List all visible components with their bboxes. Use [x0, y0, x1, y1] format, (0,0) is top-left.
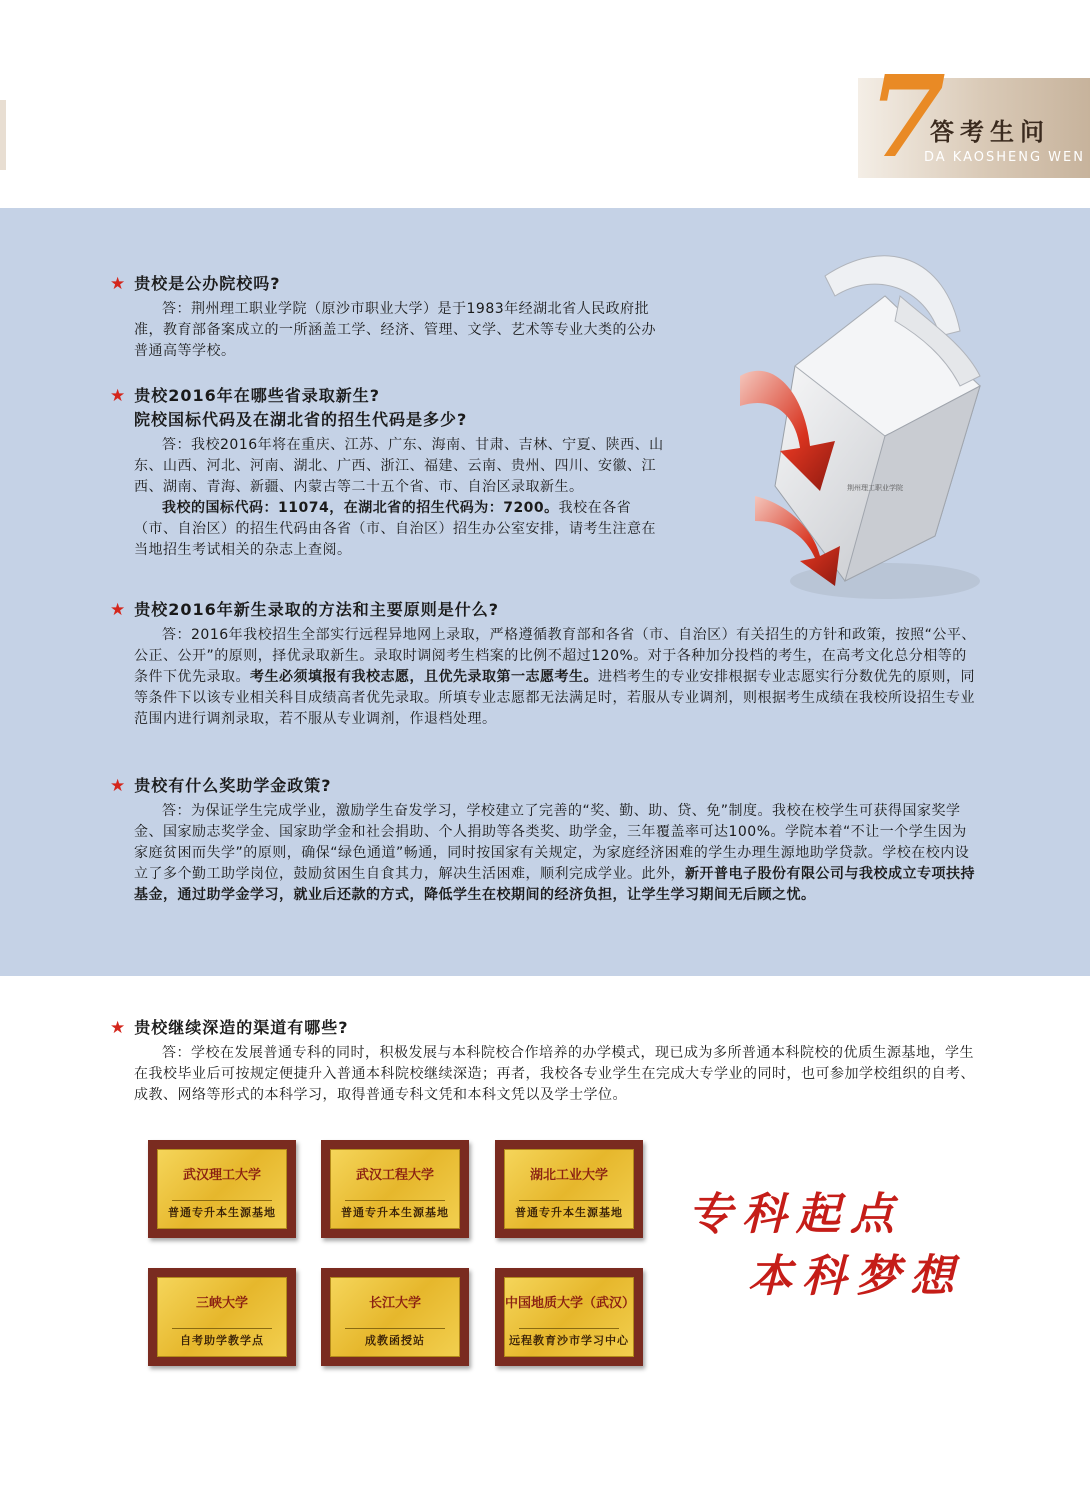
- answer-text: 答：学校在发展普通专科的同时，积极发展与本科院校合作培养的办学模式，现已成为多所普通本科院校的优质生源基地，学生在我校毕业后可按规定便捷升入普通本科院校继续深造；再者，我校各专业学生在完成大专学业的同时，也可参加学校组织的自考、成教、网络等形式的本科学习，取得普通专科文凭和本科文凭以及学士学位。: [134, 1045, 975, 1103]
- answer-codes-bold: 我校的国标代码：11074，在湖北省的招生代码为：7200。: [162, 500, 559, 516]
- plaque-logo: 长江大学: [368, 1296, 421, 1311]
- answer-codes: [134, 498, 670, 561]
- answer-text: 答：我校2016年将在重庆、江苏、广东、海南、甘肃、吉林、宁夏、陕西、山东、山西、河北、河南、湖北、广西、浙江、福建、云南、贵州、四川、安徽、江西、湖南、青海、新疆、内蒙古等二十五个省、市、自治区录取新生。: [134, 437, 664, 495]
- plaque-logo: 湖北工业大学: [529, 1168, 608, 1183]
- question-title: 贵校是公办院校吗?: [134, 274, 281, 293]
- answer-text: 答：荆州理工职业学院（原沙市职业大学）是于1983年经湖北省人民政府批准，教育部备案成立的一所涵盖工学、经济、管理、文学、艺术等专业大类的公办普通高等学校。: [134, 301, 656, 359]
- question-title: 贵校2016年新生录取的方法和主要原则是什么?: [134, 600, 500, 619]
- plaque-yangtze: [321, 1268, 469, 1366]
- answer-part-a: 答：为保证学生完成学业，激励学生奋发学习，学校建立了完善的“奖、勤、助、贷、免”制度。我校在校学生可获得国家奖学金、国家励志奖学金、国家助学金和社会捐助、个人捐助等各类奖、助学金，三年覆盖率可达100%。学院本着“不让一个学生因为家庭贫困而失学”的原则，确保“绿色通道”畅通，同时按国家有关规定，为家庭经济困难的学生办理生源地助学贷款。学校在校内设立了多个勤工助学岗位，鼓励贫困生自食其力，解决生活困难，顺利完成学业。此外，: [134, 803, 970, 882]
- cube-arrows-illustration: [735, 236, 985, 616]
- plaque-wit: [321, 1140, 469, 1238]
- chapter-title: 答考生问: [930, 118, 1050, 146]
- plaque-caption: 成教函授站: [365, 1334, 425, 1347]
- answer-text: [134, 801, 980, 906]
- question-subtitle: 院校国标代码及在湖北省的招生代码是多少?: [134, 410, 468, 429]
- star-icon: ★: [110, 776, 127, 796]
- faq-further-study: [110, 1016, 980, 1106]
- answer-bold: 考生必须填报有我校志愿，且优先录取第一志愿考生。: [250, 669, 598, 685]
- answer-codes-rest: 我校在各省（市、自治区）的招生代码由各省（市、自治区）招生办公室安排，请考生注意在当地招生考试相关的杂志上查阅。: [134, 500, 656, 558]
- star-icon: ★: [110, 386, 127, 406]
- plaque-caption: 远程教育沙市学习中心: [509, 1334, 629, 1347]
- graphic-label: 荆州理工职业学院: [847, 484, 903, 492]
- chapter-number: 7: [868, 52, 946, 183]
- plaque-caption: 普通专升本生源基地: [515, 1206, 623, 1219]
- plaque-hbut: [495, 1140, 643, 1238]
- faq-provinces-codes: [110, 384, 670, 561]
- answer-text: [134, 625, 980, 730]
- answer-part-b: 进档考生的专业安排根据专业志愿实行分数优先的原则，同等条件下以该专业相关科目成绩高者优先录取。所填专业志愿都无法满足时，若服从专业调剂，则根据考生成绩在我校所设招生专业范围内进行调剂录取，若不服从专业调剂，作退档处理。: [134, 669, 975, 727]
- plaque-cug: [495, 1268, 643, 1366]
- faq-public-school: [110, 272, 670, 362]
- answer-part-a: 答：2016年我校招生全部实行远程异地网上录取，严格遵循教育部和各省（市、自治区）有关招生的方针和政策，按照“公平、公正、公开”的原则，择优录取新生。录取时调阅考生档案的比例不超过120%。对于各种加分投档的考生，在高考文化总分相等的条件下优先录取。: [134, 627, 976, 685]
- plaque-ctgu: [148, 1268, 296, 1366]
- star-icon: ★: [110, 1018, 127, 1038]
- question-title: 贵校有什么奖助学金政策?: [134, 776, 332, 795]
- slogan-line-2: 本科梦想: [748, 1251, 964, 1302]
- plaque-logo: 中国地质大学（武汉）: [505, 1296, 636, 1311]
- star-icon: ★: [110, 600, 127, 620]
- chapter-subtitle: DA KAOSHENG WEN: [924, 150, 1085, 165]
- plaque-logo: 三峡大学: [195, 1296, 248, 1311]
- faq-scholarships: [110, 774, 980, 906]
- page-edge-strip: [0, 100, 6, 170]
- question-title: 贵校继续深造的渠道有哪些?: [134, 1018, 349, 1037]
- plaque-logo: 武汉工程大学: [355, 1168, 434, 1183]
- answer-bold: 新开普电子股份有限公司与我校成立专项扶持基金，通过助学金学习，就业后还款的方式，降低学生在校期间的经济负担，让学生学习期间无后顾之忧。: [134, 866, 975, 903]
- plaque-caption: 普通专升本生源基地: [168, 1206, 276, 1219]
- plaque-caption: 普通专升本生源基地: [341, 1206, 449, 1219]
- faq-admission-rules: [110, 598, 980, 730]
- plaque-logo: 武汉理工大学: [182, 1168, 261, 1183]
- slogan-line-1: 专科起点: [688, 1189, 904, 1240]
- plaque-caption: 自考助学教学点: [180, 1334, 264, 1347]
- star-icon: ★: [110, 274, 127, 294]
- plaque-whut: [148, 1140, 296, 1238]
- question-title: 贵校2016年在哪些省录取新生?: [134, 386, 381, 405]
